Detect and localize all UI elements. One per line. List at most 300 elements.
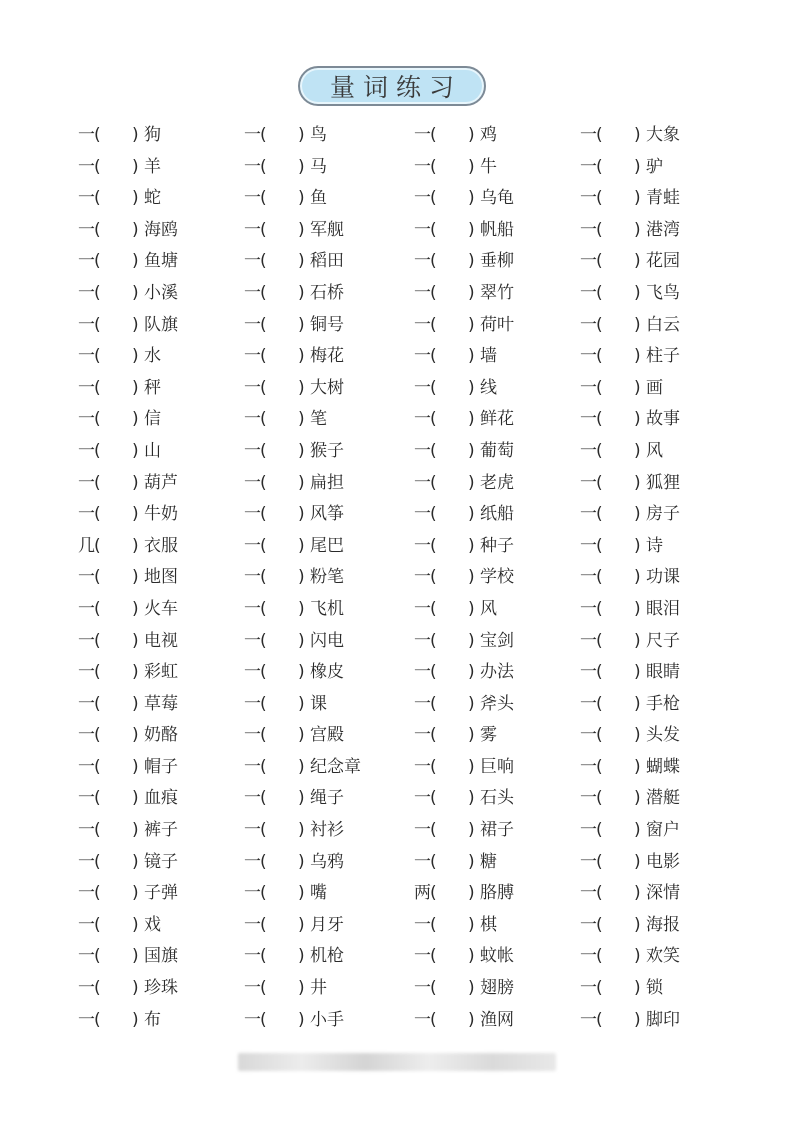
blank-paren-close: ) — [468, 820, 475, 841]
noun-word: 纪念章 — [310, 756, 361, 777]
blank-paren-close: ) — [132, 346, 139, 367]
blank-paren-open[interactable]: ( — [94, 472, 101, 493]
blank-paren-open[interactable]: ( — [94, 282, 101, 303]
blank-paren-open[interactable]: ( — [596, 820, 603, 841]
blank-paren-open[interactable]: ( — [94, 598, 101, 619]
noun-word: 猴子 — [310, 440, 344, 461]
blank-paren-open[interactable]: ( — [596, 156, 603, 177]
noun-word: 斧头 — [480, 693, 514, 714]
blank-paren-open[interactable]: ( — [596, 125, 603, 145]
blank-paren-close: ) — [132, 756, 139, 777]
exercise-item — [414, 752, 580, 784]
exercise-item — [78, 720, 244, 752]
noun-word: 血痕 — [144, 788, 178, 809]
blank-paren-close: ) — [634, 567, 641, 588]
exercise-item — [78, 910, 244, 942]
noun-word: 画 — [646, 377, 663, 398]
number-prefix: 一 — [580, 346, 597, 367]
blank-paren-close: ) — [132, 598, 139, 619]
blank-paren-close: ) — [634, 472, 641, 493]
exercise-item — [244, 878, 414, 910]
blank-paren-open[interactable]: ( — [94, 377, 101, 398]
number-prefix: 一 — [244, 314, 261, 335]
exercise-item — [414, 783, 580, 815]
exercise-item — [414, 183, 580, 215]
blank-paren-open[interactable]: ( — [430, 693, 437, 714]
exercise-item — [244, 720, 414, 752]
blank-paren-open[interactable]: ( — [260, 125, 267, 145]
noun-word: 棋 — [480, 914, 497, 935]
blank-paren-close: ) — [468, 282, 475, 303]
number-prefix: 一 — [414, 409, 431, 430]
blank-paren-close: ) — [468, 756, 475, 777]
blank-paren-open[interactable]: ( — [596, 314, 603, 335]
exercise-item — [244, 594, 414, 626]
number-prefix: 一 — [580, 978, 597, 999]
noun-word: 小溪 — [144, 282, 178, 303]
blank-paren-open[interactable]: ( — [94, 219, 101, 240]
blank-paren-close: ) — [634, 978, 641, 999]
number-prefix: 一 — [244, 693, 261, 714]
blank-paren-close: ) — [468, 1009, 475, 1030]
blank-paren-open[interactable]: ( — [94, 725, 101, 746]
blank-paren-close: ) — [468, 440, 475, 461]
exercise-item — [78, 215, 244, 247]
blank-paren-open[interactable]: ( — [596, 472, 603, 493]
blank-paren-open[interactable]: ( — [94, 440, 101, 461]
blank-paren-open[interactable]: ( — [260, 851, 267, 872]
noun-word: 狗 — [144, 125, 161, 145]
blank-paren-close: ) — [634, 946, 641, 967]
blank-paren-open[interactable]: ( — [260, 377, 267, 398]
noun-word: 尺子 — [646, 630, 680, 651]
noun-word: 蝴蝶 — [646, 756, 680, 777]
blank-paren-close: ) — [298, 346, 305, 367]
exercise-item — [414, 1005, 580, 1037]
blank-paren-open[interactable]: ( — [260, 409, 267, 430]
exercise-item — [580, 657, 758, 689]
exercise-item — [244, 847, 414, 879]
blank-paren-open[interactable]: ( — [260, 535, 267, 556]
blank-paren-open[interactable]: ( — [260, 472, 267, 493]
noun-word: 粉笔 — [310, 567, 344, 588]
blank-paren-open[interactable]: ( — [260, 346, 267, 367]
blank-paren-open[interactable]: ( — [596, 219, 603, 240]
number-prefix: 一 — [580, 662, 597, 683]
blank-paren-open[interactable]: ( — [260, 440, 267, 461]
noun-word: 国旗 — [144, 946, 178, 967]
exercise-item — [78, 941, 244, 973]
blank-paren-open[interactable]: ( — [430, 567, 437, 588]
exercise-item — [414, 341, 580, 373]
blank-paren-close: ) — [298, 156, 305, 177]
blank-paren-open[interactable]: ( — [260, 914, 267, 935]
number-prefix: 一 — [414, 978, 431, 999]
blank-paren-open[interactable]: ( — [260, 1009, 267, 1030]
exercise-item — [414, 499, 580, 531]
noun-word: 鸟 — [310, 125, 327, 145]
blank-paren-open[interactable]: ( — [94, 693, 101, 714]
blank-paren-close: ) — [634, 820, 641, 841]
blank-paren-open[interactable]: ( — [430, 1009, 437, 1030]
blank-paren-open[interactable]: ( — [596, 346, 603, 367]
number-prefix: 几 — [78, 535, 95, 556]
exercise-item — [580, 278, 758, 310]
blank-paren-open[interactable]: ( — [94, 251, 101, 272]
exercise-item — [244, 499, 414, 531]
blank-paren-open[interactable]: ( — [596, 409, 603, 430]
noun-word: 白云 — [646, 314, 680, 335]
noun-word: 电影 — [646, 851, 680, 872]
noun-word: 稻田 — [310, 251, 344, 272]
noun-word: 窗户 — [646, 820, 680, 841]
blank-paren-close: ) — [298, 504, 305, 525]
blank-paren-open[interactable]: ( — [260, 598, 267, 619]
blank-paren-close: ) — [634, 504, 641, 525]
number-prefix: 一 — [244, 567, 261, 588]
blank-paren-open[interactable]: ( — [94, 978, 101, 999]
exercise-item — [78, 468, 244, 500]
blank-paren-open[interactable]: ( — [430, 978, 437, 999]
blank-paren-close: ) — [298, 630, 305, 651]
blank-paren-close: ) — [634, 125, 641, 145]
blank-paren-open[interactable]: ( — [94, 630, 101, 651]
exercise-item — [414, 562, 580, 594]
exercise-item — [244, 626, 414, 658]
number-prefix: 一 — [580, 282, 597, 303]
blank-paren-open[interactable]: ( — [94, 1009, 101, 1030]
noun-word: 锁 — [646, 978, 663, 999]
blank-paren-open[interactable]: ( — [260, 693, 267, 714]
blank-paren-open[interactable]: ( — [430, 630, 437, 651]
exercise-item — [78, 626, 244, 658]
noun-word: 种子 — [480, 535, 514, 556]
number-prefix: 一 — [414, 346, 431, 367]
blank-paren-close: ) — [298, 598, 305, 619]
blank-paren-open[interactable]: ( — [430, 314, 437, 335]
blank-paren-close: ) — [634, 219, 641, 240]
blank-paren-open[interactable]: ( — [596, 282, 603, 303]
blank-paren-open[interactable]: ( — [94, 409, 101, 430]
exercise-item — [78, 278, 244, 310]
blank-paren-open[interactable]: ( — [430, 219, 437, 240]
blank-paren-open[interactable]: ( — [260, 314, 267, 335]
page-title: 量词练习 — [329, 73, 462, 102]
noun-word: 衣服 — [144, 535, 178, 556]
blank-paren-open[interactable]: ( — [430, 662, 437, 683]
blank-paren-open[interactable]: ( — [596, 598, 603, 619]
number-prefix: 一 — [414, 788, 431, 809]
exercise-item — [580, 183, 758, 215]
blank-paren-close: ) — [298, 188, 305, 209]
noun-word: 雾 — [480, 725, 497, 746]
blank-paren-open[interactable]: ( — [94, 851, 101, 872]
blank-paren-open[interactable]: ( — [596, 756, 603, 777]
blank-paren-open[interactable]: ( — [596, 978, 603, 999]
noun-word: 墙 — [480, 346, 497, 367]
blank-paren-open[interactable]: ( — [596, 535, 603, 556]
noun-word: 军舰 — [310, 219, 344, 240]
blank-paren-open[interactable]: ( — [596, 188, 603, 209]
blank-paren-close: ) — [634, 1009, 641, 1030]
blank-paren-open[interactable]: ( — [596, 883, 603, 904]
noun-word: 老虎 — [480, 472, 514, 493]
blank-paren-open[interactable]: ( — [430, 440, 437, 461]
blank-paren-close: ) — [298, 377, 305, 398]
number-prefix: 一 — [580, 156, 597, 177]
exercise-item — [244, 215, 414, 247]
blank-paren-open[interactable]: ( — [94, 346, 101, 367]
exercise-item — [580, 404, 758, 436]
blank-paren-open[interactable]: ( — [94, 883, 101, 904]
blank-paren-open[interactable]: ( — [260, 788, 267, 809]
exercise-item — [414, 941, 580, 973]
blank-paren-open[interactable]: ( — [94, 946, 101, 967]
number-prefix: 一 — [580, 598, 597, 619]
noun-word: 青蛙 — [646, 188, 680, 209]
number-prefix: 一 — [78, 567, 95, 588]
exercise-item — [580, 215, 758, 247]
blank-paren-open[interactable]: ( — [260, 251, 267, 272]
blank-paren-open[interactable]: ( — [260, 567, 267, 588]
exercise-item — [414, 594, 580, 626]
number-prefix: 一 — [414, 377, 431, 398]
noun-word: 葫芦 — [144, 472, 178, 493]
blank-paren-open[interactable]: ( — [94, 662, 101, 683]
number-prefix: 一 — [244, 946, 261, 967]
number-prefix: 一 — [244, 630, 261, 651]
noun-word: 珍珠 — [144, 978, 178, 999]
exercise-item — [78, 973, 244, 1005]
number-prefix: 一 — [244, 820, 261, 841]
number-prefix: 一 — [78, 409, 95, 430]
blank-paren-open[interactable]: ( — [260, 188, 267, 209]
blank-paren-close: ) — [132, 188, 139, 209]
exercise-item — [244, 341, 414, 373]
noun-word: 梅花 — [310, 346, 344, 367]
noun-word: 子弹 — [144, 883, 178, 904]
number-prefix: 一 — [414, 1009, 431, 1030]
blank-paren-open[interactable]: ( — [94, 788, 101, 809]
number-prefix: 一 — [414, 630, 431, 651]
noun-word: 镜子 — [144, 851, 178, 872]
exercise-item — [244, 941, 414, 973]
number-prefix: 一 — [580, 409, 597, 430]
blank-paren-open[interactable]: ( — [430, 535, 437, 556]
blank-paren-close: ) — [132, 125, 139, 145]
blank-paren-close: ) — [468, 883, 475, 904]
blank-paren-open[interactable]: ( — [596, 725, 603, 746]
blank-paren-open[interactable]: ( — [94, 125, 101, 145]
exercise-item — [414, 531, 580, 563]
number-prefix: 一 — [414, 725, 431, 746]
blank-paren-open[interactable]: ( — [430, 598, 437, 619]
blank-paren-open[interactable]: ( — [596, 662, 603, 683]
blank-paren-open[interactable]: ( — [596, 630, 603, 651]
blank-paren-close: ) — [132, 725, 139, 746]
noun-word: 宝剑 — [480, 630, 514, 651]
blank-paren-open[interactable]: ( — [94, 820, 101, 841]
blank-paren-close: ) — [634, 409, 641, 430]
blank-paren-open[interactable]: ( — [430, 756, 437, 777]
number-prefix: 一 — [580, 630, 597, 651]
exercise-item — [580, 310, 758, 342]
blank-paren-open[interactable]: ( — [430, 914, 437, 935]
blank-paren-open[interactable]: ( — [596, 788, 603, 809]
noun-word: 裤子 — [144, 820, 178, 841]
number-prefix: 一 — [78, 693, 95, 714]
exercise-item — [580, 373, 758, 405]
noun-word: 欢笑 — [646, 946, 680, 967]
blank-paren-close: ) — [132, 662, 139, 683]
blank-paren-open[interactable]: ( — [94, 156, 101, 177]
blank-paren-open[interactable]: ( — [596, 914, 603, 935]
exercise-item — [244, 246, 414, 278]
number-prefix: 一 — [244, 219, 261, 240]
blank-paren-close: ) — [468, 946, 475, 967]
blank-paren-open[interactable]: ( — [260, 504, 267, 525]
noun-word: 马 — [310, 156, 327, 177]
blank-paren-open[interactable]: ( — [94, 567, 101, 588]
blank-paren-open[interactable]: ( — [260, 219, 267, 240]
blank-paren-open[interactable]: ( — [430, 788, 437, 809]
blank-paren-open[interactable]: ( — [430, 251, 437, 272]
blank-paren-open[interactable]: ( — [596, 251, 603, 272]
number-prefix: 一 — [244, 851, 261, 872]
blank-paren-open[interactable]: ( — [260, 282, 267, 303]
blank-paren-open[interactable]: ( — [260, 978, 267, 999]
noun-word: 线 — [480, 377, 497, 398]
blank-paren-close: ) — [468, 914, 475, 935]
exercise-item — [244, 1005, 414, 1037]
noun-word: 牛奶 — [144, 504, 178, 525]
exercise-item — [580, 341, 758, 373]
blank-paren-open[interactable]: ( — [430, 946, 437, 967]
exercise-item — [244, 910, 414, 942]
noun-word: 手枪 — [646, 693, 680, 714]
blank-paren-open[interactable]: ( — [596, 946, 603, 967]
blank-paren-open[interactable]: ( — [430, 820, 437, 841]
noun-word: 故事 — [646, 409, 680, 430]
blank-paren-close: ) — [634, 282, 641, 303]
blank-paren-open[interactable]: ( — [430, 188, 437, 209]
exercise-item — [580, 531, 758, 563]
blank-paren-close: ) — [298, 219, 305, 240]
blank-paren-open[interactable]: ( — [430, 156, 437, 177]
noun-word: 嘴 — [310, 883, 327, 904]
exercise-item — [414, 152, 580, 184]
number-prefix: 一 — [78, 851, 95, 872]
blank-paren-open[interactable]: ( — [430, 125, 437, 145]
blank-paren-open[interactable]: ( — [596, 567, 603, 588]
blank-paren-close: ) — [468, 409, 475, 430]
noun-word: 帆船 — [480, 219, 514, 240]
noun-word: 办法 — [480, 662, 514, 683]
blank-paren-open[interactable]: ( — [94, 535, 101, 556]
blank-paren-open[interactable]: ( — [260, 883, 267, 904]
noun-word: 飞机 — [310, 598, 344, 619]
blank-paren-open[interactable]: ( — [260, 725, 267, 746]
number-prefix: 一 — [78, 598, 95, 619]
blank-paren-open[interactable]: ( — [260, 946, 267, 967]
noun-word: 水 — [144, 346, 161, 367]
blank-paren-close: ) — [298, 251, 305, 272]
number-prefix: 一 — [580, 188, 597, 209]
blank-paren-open[interactable]: ( — [260, 630, 267, 651]
blank-paren-close: ) — [634, 914, 641, 935]
noun-word: 葡萄 — [480, 440, 514, 461]
exercise-item — [580, 752, 758, 784]
number-prefix: 一 — [244, 251, 261, 272]
blank-paren-close: ) — [468, 251, 475, 272]
blank-paren-open[interactable]: ( — [94, 914, 101, 935]
blank-paren-open[interactable]: ( — [430, 282, 437, 303]
blank-paren-close: ) — [634, 756, 641, 777]
blank-paren-open[interactable]: ( — [430, 377, 437, 398]
noun-word: 宫殿 — [310, 725, 344, 746]
title-badge — [298, 66, 486, 106]
blank-paren-open[interactable]: ( — [430, 409, 437, 430]
number-prefix: 一 — [414, 282, 431, 303]
blank-paren-open[interactable]: ( — [430, 725, 437, 746]
blank-paren-open[interactable]: ( — [596, 1009, 603, 1030]
number-prefix: 一 — [78, 440, 95, 461]
noun-word: 火车 — [144, 598, 178, 619]
number-prefix: 一 — [580, 756, 597, 777]
exercise-item — [580, 594, 758, 626]
blank-paren-open[interactable]: ( — [596, 377, 603, 398]
blank-paren-open[interactable]: ( — [94, 188, 101, 209]
blank-paren-open[interactable]: ( — [430, 504, 437, 525]
number-prefix: 一 — [580, 251, 597, 272]
number-prefix: 一 — [244, 472, 261, 493]
noun-word: 功课 — [646, 567, 680, 588]
number-prefix: 一 — [78, 978, 95, 999]
number-prefix: 一 — [78, 472, 95, 493]
blank-paren-open[interactable]: ( — [430, 346, 437, 367]
blank-paren-open[interactable]: ( — [260, 820, 267, 841]
blank-paren-open[interactable]: ( — [94, 756, 101, 777]
number-prefix: 一 — [78, 725, 95, 746]
blank-paren-open[interactable]: ( — [430, 883, 437, 904]
blank-paren-open[interactable]: ( — [596, 440, 603, 461]
noun-word: 戏 — [144, 914, 161, 935]
blank-paren-open[interactable]: ( — [430, 851, 437, 872]
number-prefix: 一 — [244, 409, 261, 430]
exercise-item — [414, 373, 580, 405]
noun-word: 海鸥 — [144, 219, 178, 240]
noun-word: 风 — [646, 440, 663, 461]
exercise-item — [580, 120, 758, 152]
blank-paren-open[interactable]: ( — [430, 472, 437, 493]
blank-paren-close: ) — [634, 346, 641, 367]
blank-paren-open[interactable]: ( — [260, 156, 267, 177]
number-prefix: 两 — [414, 883, 431, 904]
exercise-item — [244, 689, 414, 721]
noun-word: 花园 — [646, 251, 680, 272]
number-prefix: 一 — [580, 693, 597, 714]
blank-paren-open[interactable]: ( — [94, 504, 101, 525]
blank-paren-open[interactable]: ( — [94, 314, 101, 335]
blank-paren-close: ) — [298, 788, 305, 809]
blank-paren-open[interactable]: ( — [596, 693, 603, 714]
blank-paren-close: ) — [468, 788, 475, 809]
blank-paren-open[interactable]: ( — [260, 756, 267, 777]
blank-paren-close: ) — [468, 567, 475, 588]
blank-paren-open[interactable]: ( — [596, 504, 603, 525]
blank-paren-open[interactable]: ( — [260, 662, 267, 683]
blank-paren-open[interactable]: ( — [596, 851, 603, 872]
